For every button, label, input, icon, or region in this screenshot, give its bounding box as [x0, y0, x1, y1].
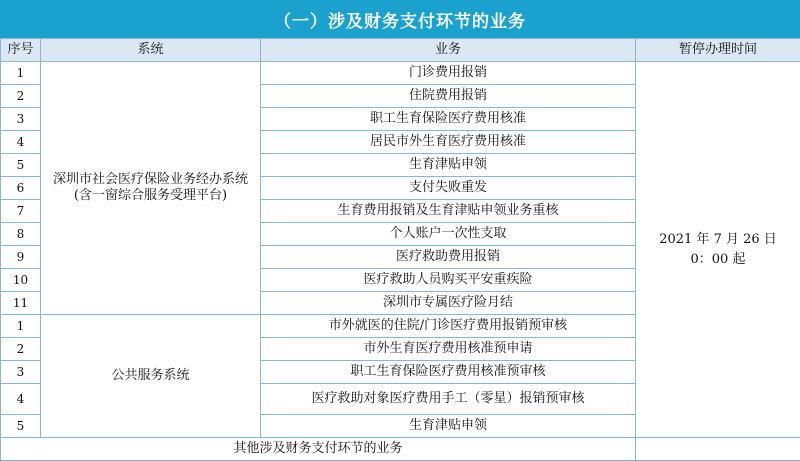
- row-business: 深圳市专属医疗险月结: [261, 292, 636, 315]
- business-table: [0, 38, 800, 461]
- header-row: [1, 39, 800, 62]
- system-name: 深圳市社会医疗保险业务经办系统(含一窗综合服务受理平台): [41, 62, 261, 315]
- table-row: [1, 62, 800, 85]
- row-business: 生育费用报销及生育津贴申领业务重核: [261, 200, 636, 223]
- row-seq: 7: [1, 200, 41, 223]
- row-seq: 2: [1, 85, 41, 108]
- row-seq: 4: [1, 131, 41, 154]
- row-business: 职工生育保险医疗费用核准: [261, 108, 636, 131]
- row-business: 个人账户一次性支取: [261, 223, 636, 246]
- header-system: 系统: [41, 39, 261, 62]
- row-business: 门诊费用报销: [261, 62, 636, 85]
- row-business: 生育津贴申领: [261, 415, 636, 438]
- row-seq: 10: [1, 269, 41, 292]
- table-title: （一）涉及财务支付环节的业务: [0, 0, 800, 38]
- row-seq: 3: [1, 361, 41, 384]
- pause-time-hour: 0：00 起: [636, 250, 800, 270]
- footer-text: 其他涉及财务支付环节的业务: [1, 438, 636, 461]
- system-name: 公共服务系统: [41, 315, 261, 438]
- row-business: 住院费用报销: [261, 85, 636, 108]
- row-business: 医疗救助费用报销: [261, 246, 636, 269]
- footer-row: [1, 438, 800, 461]
- header-pause-time: 暂停办理时间: [636, 39, 800, 62]
- row-business: 医疗救助对象医疗费用手工（零星）报销预审核: [261, 384, 636, 415]
- row-seq: 5: [1, 154, 41, 177]
- row-business: 居民市外生育医疗费用核准: [261, 131, 636, 154]
- row-business: 医疗救助人员购买平安重疾险: [261, 269, 636, 292]
- row-seq: 2: [1, 338, 41, 361]
- header-business: 业务: [261, 39, 636, 62]
- pause-time-date: 2021 年 7 月 26 日: [636, 230, 800, 250]
- row-seq: 3: [1, 108, 41, 131]
- row-seq: 1: [1, 62, 41, 85]
- row-business: 市外生育医疗费用核准预申请: [261, 338, 636, 361]
- header-seq: 序号: [1, 39, 41, 62]
- footer-empty-cell: [636, 438, 800, 461]
- row-seq: 11: [1, 292, 41, 315]
- row-seq: 4: [1, 384, 41, 415]
- row-business: 职工生育保险医疗费用核准预审核: [261, 361, 636, 384]
- row-business: 市外就医的住院/门诊医疗费用报销预审核: [261, 315, 636, 338]
- row-business: 生育津贴申领: [261, 154, 636, 177]
- row-seq: 8: [1, 223, 41, 246]
- row-seq: 5: [1, 415, 41, 438]
- row-seq: 1: [1, 315, 41, 338]
- row-seq: 6: [1, 177, 41, 200]
- row-business: 支付失败重发: [261, 177, 636, 200]
- pause-time-cell: [636, 62, 800, 438]
- row-seq: 9: [1, 246, 41, 269]
